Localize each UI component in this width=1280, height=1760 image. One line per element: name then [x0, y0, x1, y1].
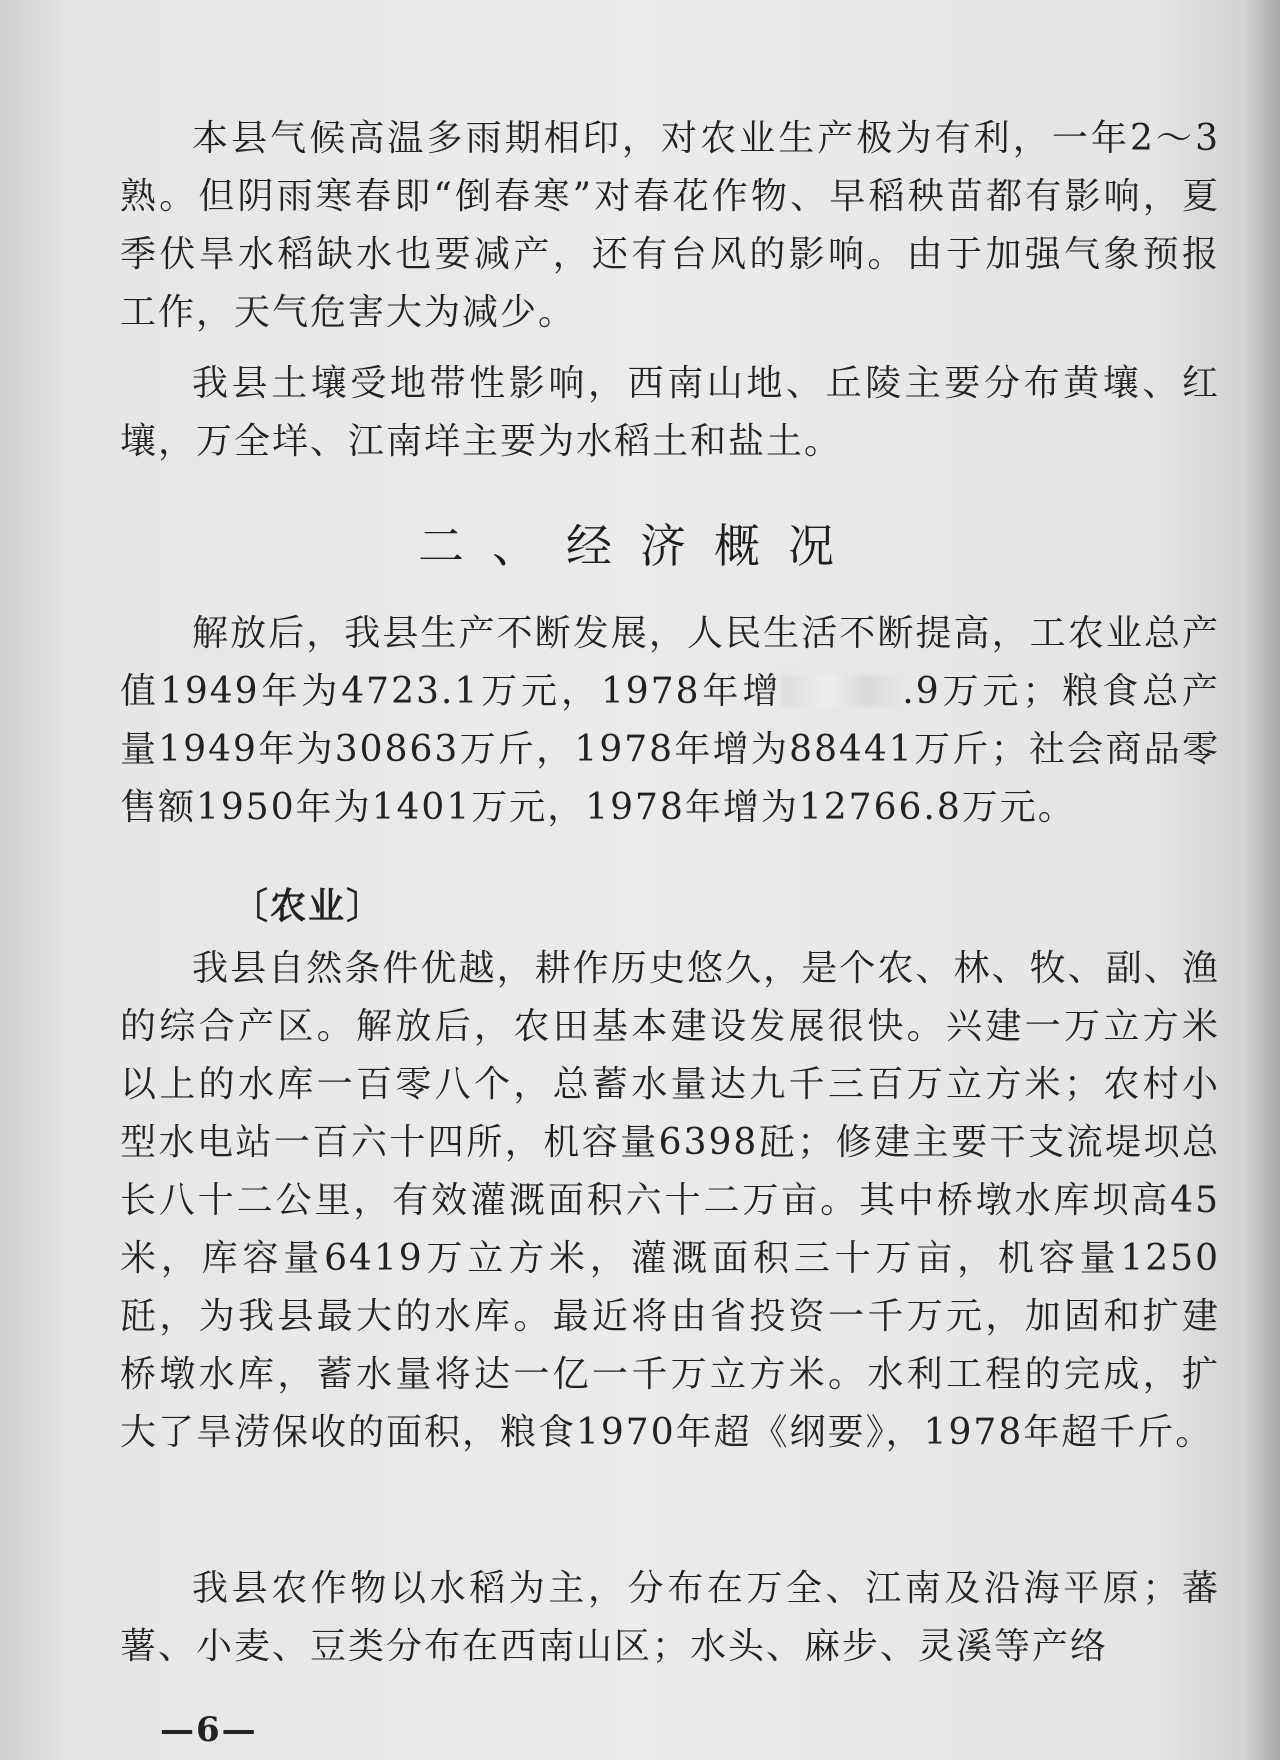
- economy-paragraph: [120, 605, 1220, 837]
- page-number: —6—: [160, 1710, 258, 1750]
- redacted-mark: [782, 675, 902, 707]
- economy-text-part2: .9万元；粮食总产量1949年为30863万斤，1978年增为88441万斤；社会商品零售额1950年为1401万元，1978年增为12766.8万元。: [120, 671, 1220, 828]
- soil-paragraph: 我县土壤受地带性影响，西南山地、丘陵主要分布黄壤、红壤，万全垟、江南垟主要为水稻土和盐土。: [120, 363, 1220, 462]
- agriculture-heading: 〔农业〕: [232, 885, 385, 927]
- economy-text-part1: 解放后，我县生产不断发展，人民生活不断提高，工农业总产值1949年为4723.1万元，1978年增: [120, 613, 1220, 712]
- section-title: 二、经济概况: [418, 519, 862, 573]
- agriculture-paragraph: 我县自然条件优越，耕作历史悠久，是个农、林、牧、副、渔的综合产区。解放后，农田基本建设发展很快。兴建一万立方米以上的水库一百零八个，总蓄水量达九千三百万立方米；农村小型水电站一百六十四所，机容量6398瓩；修建主要干支流堤坝总长八十二公里，有效灌溉面积六十二万亩。其中桥墩水库坝高45米，库容量6419万立方米，灌溉面积三十万亩，机容量1250瓩，为我县最大的水库。最近将由省投资一千万元，加固和扩建桥墩水库，蓄水量将达一亿一千万立方米。水利工程的完成，扩大了旱涝保收的面积，粮食1970年超《纲要》，1978年超千斤。: [120, 948, 1220, 1453]
- climate-paragraph: 本县气候高温多雨期相印，对农业生产极为有利，一年2～3熟。但阴雨寒春即“倒春寒”对春花作物、早稻秧苗都有影响，夏季伏旱水稻缺水也要减产，还有台风的影响。由于加强气象预报工作，天气危害大为减少。: [120, 118, 1220, 333]
- crops-paragraph: 我县农作物以水稻为主，分布在万全、江南及沿海平原；蕃薯、小麦、豆类分布在西南山区；水头、麻步、灵溪等产络: [120, 1568, 1220, 1667]
